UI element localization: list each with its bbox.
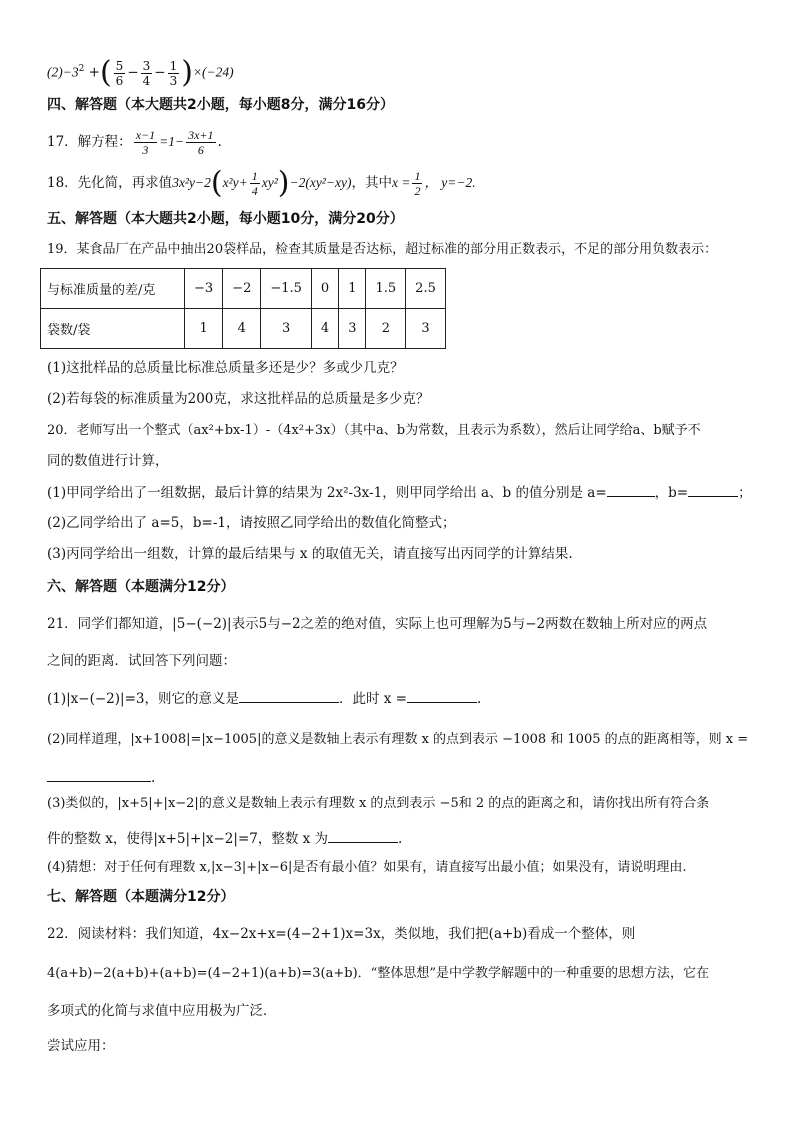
q19-stem: 19．某食品厂在产品中抽出20袋样品，检查其质量是否达标，超过标准的部分用正数表示，不足的部分用负数表示： xyxy=(47,242,718,257)
section-6-title: 六、解答题（本题满分12分） xyxy=(47,579,235,595)
q20-sub3: (3)丙同学给出一组数，计算的最后结果与 x 的取值无关，请直接写出丙同学的计算结果. xyxy=(47,546,573,562)
section-4-title: 四、解答题（本大题共2小题，每小题8分，满分16分） xyxy=(47,97,394,113)
q18-expr1: 3x²y−2 xyxy=(172,175,211,190)
right-paren: ) xyxy=(277,165,290,201)
table-cell: −3 xyxy=(185,269,223,309)
q19-table xyxy=(40,268,446,349)
q21-sub1-end: . xyxy=(477,691,482,707)
table-row xyxy=(41,269,446,309)
q21-sub3-line2 xyxy=(47,828,750,849)
q17-prefix: 17．解方程： xyxy=(47,134,132,150)
q18-expr2: x²y+ xyxy=(222,175,248,190)
q20-sub1 xyxy=(47,482,750,503)
q21-sub3-line1: (3)类似的，|x+5|+|x−2|的意义是数轴上表示有理数 x 的点到表示 −5和 2 的点的距离之和，请你找出所有符合条 xyxy=(47,796,710,811)
q21-line2: 之间的距离．试回答下列问题： xyxy=(47,653,236,669)
table-cell: 2.5 xyxy=(406,269,446,309)
q20-sub1-text-b: ，b= xyxy=(654,485,689,501)
table-cell: 4 xyxy=(311,309,338,349)
q21-sub1-text: (1)|x−(−2)|=3，则它的意义是 xyxy=(47,691,239,707)
q22-line4: 尝试应用： xyxy=(47,1038,115,1054)
q16-tail: ×(−24) xyxy=(192,64,234,80)
q22-line1: 22．阅读材料：我们知道，4x−2x+x=(4−2+1)x=3x，类似地，我们把(a+b)看成一个整体，则 xyxy=(47,926,636,942)
answer-blank-b[interactable] xyxy=(688,482,738,497)
q20-sub1-end: ； xyxy=(738,485,752,501)
q17 xyxy=(47,124,750,160)
answer-blank-x2[interactable] xyxy=(47,767,151,782)
q21-sub2-answer xyxy=(47,767,750,788)
q21-sub1-text-b: ．此时 x = xyxy=(338,691,407,707)
q18-mid: ，其中 xyxy=(351,175,392,191)
q16-plus: + xyxy=(88,64,100,81)
table-cell: −1.5 xyxy=(261,269,312,309)
q16-prefix: (2)−3 xyxy=(47,64,79,80)
section-5-title: 五、解答题（本大题共2小题，每小题10分，满分20分） xyxy=(47,211,404,227)
q18 xyxy=(47,165,750,201)
answer-blank-a[interactable] xyxy=(607,482,655,497)
table-cell: 4 xyxy=(223,309,261,349)
q21-sub4: (4)猜想：对于任何有理数 x,|x−3|+|x−6|是否有最小值？如果有，请直接写出最小值；如果没有，请说明理由. xyxy=(47,860,687,875)
q19-sub2: (2)若每袋的标准质量为200克，求这批样品的总质量是多少克？ xyxy=(47,391,430,407)
q18-x-eq: x = xyxy=(391,175,411,190)
q22-line3: 多项式的化简与求值中应用极为广泛． xyxy=(47,1003,277,1019)
section-7-title: 七、解答题（本题满分12分） xyxy=(47,889,235,905)
q18-expr3: xy² xyxy=(261,175,278,190)
q16-part2 xyxy=(47,52,750,90)
q21-sub3-end: . xyxy=(398,831,403,847)
q18-expr4: −2(xy²−xy) xyxy=(289,175,352,190)
table-cell: 1.5 xyxy=(366,269,406,309)
table-cell: 3 xyxy=(406,309,446,349)
q16-exponent: 2 xyxy=(78,64,85,74)
fraction: $\frac{1}{2}$ xyxy=(414,169,421,198)
q21-sub1 xyxy=(47,688,750,709)
q21-sub2: (2)同样道理，|x+1008|=|x−1005|的意义是数轴上表示有理数 x 的点到表示 −1008 和 1005 的点的距离相等，则 x = xyxy=(47,732,749,747)
table-cell: 0 xyxy=(311,269,338,309)
fraction: $\frac{5}{6}$ xyxy=(115,58,124,88)
q19-sub1: (1)这批样品的总质量比标准总质量多还是少？多或少几克？ xyxy=(47,360,404,376)
q22-line2: 4(a+b)−2(a+b)+(a+b)=(4−2+1)(a+b)=3(a+b)．“整体思想”是中学教学解题中的一种重要的思想方法，它在 xyxy=(47,966,709,981)
answer-blank-meaning[interactable] xyxy=(239,688,339,703)
fraction: $\frac{1}{4}$ xyxy=(251,169,258,198)
q20-line2: 同的数值进行计算， xyxy=(47,453,169,469)
table-cell: −2 xyxy=(223,269,261,309)
q21-sub2-end: . xyxy=(151,770,156,786)
right-paren: ) xyxy=(181,55,193,90)
fraction: $\frac{3x+1}{6}$ xyxy=(188,128,214,157)
q20-line1: 20．老师写出一个整式（ax²+bx-1）-（4x²+3x）（其中a、b为常数，且表示为系数），然后让同学给a、b赋予不 xyxy=(47,423,701,438)
q18-y-eq: ， y=−2. xyxy=(424,175,476,190)
left-paren: ( xyxy=(210,165,223,201)
answer-blank-integers[interactable] xyxy=(328,828,398,843)
minus-op: − xyxy=(154,64,166,81)
table-row xyxy=(41,309,446,349)
table-cell: 2 xyxy=(366,309,406,349)
table-cell: 3 xyxy=(339,309,366,349)
table-row-header: 袋数/袋 xyxy=(41,309,185,349)
table-cell: 1 xyxy=(339,269,366,309)
fraction: $\frac{3}{4}$ xyxy=(142,58,151,88)
q20-sub1-text: (1)甲同学给出了一组数据，最后计算的结果为 2x²-3x-1，则甲同学给出 a、b 的值分别是 a= xyxy=(47,485,607,501)
answer-blank-x[interactable] xyxy=(407,688,477,703)
fraction: $\frac{1}{3}$ xyxy=(169,58,178,88)
left-paren: ( xyxy=(99,55,112,90)
table-row-header: 与标准质量的差/克 xyxy=(41,269,185,309)
q18-prefix: 18．先化简，再求值 xyxy=(47,175,173,191)
q17-end: . xyxy=(217,134,222,150)
fraction: $\frac{x-1}{3}$ xyxy=(135,128,156,157)
q17-mid: =1− xyxy=(159,134,185,149)
q21-line1: 21．同学们都知道，|5−(−2)|表示5与−2之差的绝对值，实际上也可理解为5与−2两数在数轴上所对应的两点 xyxy=(47,616,708,632)
table-cell: 3 xyxy=(261,309,312,349)
q20-sub2: (2)乙同学给出了 a=5，b=-1，请按照乙同学给出的数值化简整式； xyxy=(47,515,456,531)
minus-op: − xyxy=(127,64,139,81)
table-cell: 1 xyxy=(185,309,223,349)
q21-sub3-text: 件的整数 x，使得|x+5|+|x−2|=7，整数 x 为 xyxy=(47,831,329,847)
